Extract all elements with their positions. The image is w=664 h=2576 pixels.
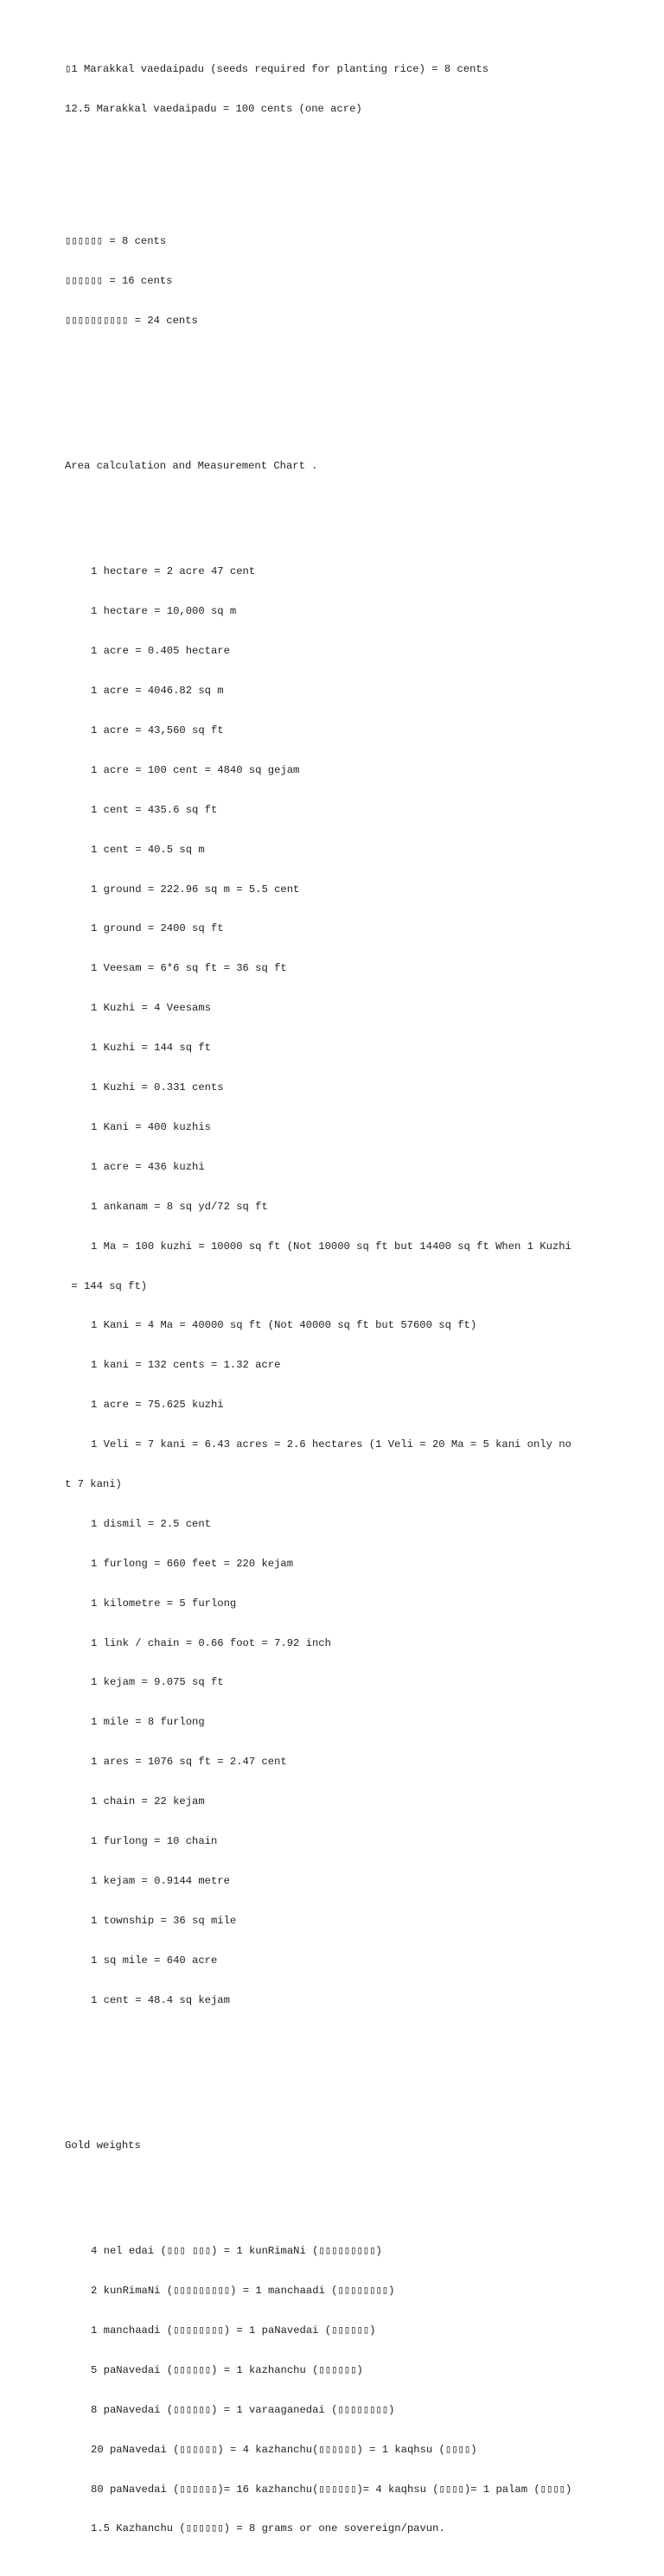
local-unit-line-1: ▯▯▯▯▯▯ = 8 cents bbox=[65, 235, 167, 248]
area-line: 1 cent = 40.5 sq m bbox=[91, 843, 205, 856]
area-line: 1 hectare = 2 acre 47 cent bbox=[91, 565, 256, 578]
gold-list bbox=[65, 2219, 601, 2563]
area-line: 1 acre = 436 kuzhi bbox=[91, 1160, 205, 1173]
veli-line: 1 Veli = 7 kani = 6.43 acres = 2.6 hectares (1 Veli = 20 Ma = 5 kani only no bbox=[91, 1438, 571, 1451]
area-line: 1 sq mile = 640 acre bbox=[91, 1954, 218, 1967]
spacer bbox=[65, 420, 601, 433]
area-line: 1 ground = 2400 sq ft bbox=[91, 922, 224, 935]
area-heading: Area calculation and Measurement Chart . bbox=[65, 460, 318, 473]
spacer bbox=[65, 380, 601, 393]
gold-line: 8 paNavedai (▯▯▯▯▯▯) = 1 varaaganedai (▯▯▯▯▯▯▯▯) bbox=[91, 2403, 395, 2416]
intro-line-1: ▯1 Marakkal vaedaipadu (seeds required for planting rice) = 8 cents bbox=[65, 63, 489, 76]
area-line: 1 Kuzhi = 144 sq ft bbox=[91, 1042, 211, 1055]
area-line: 1 Veesam = 6*6 sq ft = 36 sq ft bbox=[91, 962, 287, 975]
area-line: 1 furlong = 660 feet = 220 kejam bbox=[91, 1557, 294, 1570]
area-line: 1 furlong = 10 chain bbox=[91, 1834, 218, 1847]
gold-heading: Gold weights bbox=[65, 2139, 141, 2152]
intro-section bbox=[65, 37, 601, 143]
area-line: 1 acre = 100 cent = 4840 sq gejam bbox=[91, 763, 300, 776]
area-line: 1 kejam = 0.9144 metre bbox=[91, 1874, 230, 1887]
area-line: 1 Kuzhi = 0.331 cents bbox=[91, 1081, 224, 1094]
document-body bbox=[65, 10, 601, 2576]
area-line: 1 hectare = 10,000 sq m bbox=[91, 605, 237, 618]
gold-line: 4 nel edai (▯▯▯ ▯▯▯) = 1 kunRimaNi (▯▯▯▯▯▯▯▯▯) bbox=[91, 2245, 382, 2258]
spacer bbox=[65, 500, 601, 513]
gold-line: 1 manchaadi (▯▯▯▯▯▯▯▯) = 1 paNavedai (▯▯▯▯▯▯) bbox=[91, 2324, 376, 2337]
spacer bbox=[65, 169, 601, 182]
area-line: 1 Kuzhi = 4 Veesams bbox=[91, 1002, 211, 1015]
area-line: 1 cent = 435.6 sq ft bbox=[91, 803, 218, 816]
local-units-section bbox=[65, 208, 601, 354]
area-line: 1 Kani = 400 kuzhis bbox=[91, 1120, 211, 1133]
area-line: 1 dismil = 2.5 cent bbox=[91, 1517, 211, 1530]
gold-line: 80 paNavedai (▯▯▯▯▯▯)= 16 kazhanchu(▯▯▯▯▯▯)= 4 kaqhsu (▯▯▯▯)= 1 palam (▯▯▯▯) bbox=[91, 2483, 572, 2496]
local-unit-line-3: ▯▯▯▯▯▯▯▯▯▯ = 24 cents bbox=[65, 314, 198, 327]
area-line: 1 acre = 75.625 kuzhi bbox=[91, 1399, 224, 1412]
spacer bbox=[65, 2179, 601, 2192]
area-line: 1 mile = 8 furlong bbox=[91, 1716, 205, 1729]
area-line: 1 ankanam = 8 sq yd/72 sq ft bbox=[91, 1200, 268, 1213]
area-list bbox=[65, 539, 601, 2034]
intro-line-2: 12.5 Marakkal vaedaipadu = 100 cents (one acre) bbox=[65, 103, 362, 116]
area-line: 1 chain = 22 kejam bbox=[91, 1795, 205, 1808]
area-line: 1 link / chain = 0.66 foot = 7.92 inch bbox=[91, 1636, 331, 1649]
local-unit-line-2: ▯▯▯▯▯▯ = 16 cents bbox=[65, 274, 173, 287]
gold-line: 5 paNavedai (▯▯▯▯▯▯) = 1 kazhanchu (▯▯▯▯▯▯) bbox=[91, 2363, 363, 2376]
area-line: 1 acre = 4046.82 sq m bbox=[91, 685, 224, 698]
area-line: 1 ground = 222.96 sq m = 5.5 cent bbox=[91, 883, 300, 896]
gold-line: 20 paNavedai (▯▯▯▯▯▯) = 4 kazhanchu(▯▯▯▯▯▯) = 1 kaqhsu (▯▯▯▯) bbox=[91, 2443, 477, 2456]
ma-line: 1 Ma = 100 kuzhi = 10000 sq ft (Not 10000 sq ft but 14400 sq ft When 1 Kuzhi bbox=[91, 1240, 571, 1253]
gold-line: 1.5 Kazhanchu (▯▯▯▯▯▯) = 8 grams or one sovereign/pavun. bbox=[91, 2522, 445, 2535]
area-line: 1 cent = 48.4 sq kejam bbox=[91, 1993, 230, 2006]
area-line: 1 Kani = 4 Ma = 40000 sq ft (Not 40000 sq ft but 57600 sq ft) bbox=[91, 1319, 477, 1332]
area-line: 1 kani = 132 cents = 1.32 acre bbox=[91, 1359, 281, 1372]
ma-line-wrap: = 144 sq ft) bbox=[65, 1279, 148, 1292]
gold-line: 2 kunRimaNi (▯▯▯▯▯▯▯▯▯) = 1 manchaadi (▯▯▯▯▯▯▯▯) bbox=[91, 2285, 395, 2298]
spacer bbox=[65, 2060, 601, 2073]
area-line: 1 acre = 0.405 hectare bbox=[91, 645, 230, 658]
area-line: 1 ares = 1076 sq ft = 2.47 cent bbox=[91, 1756, 287, 1769]
spacer bbox=[65, 2100, 601, 2113]
area-line: 1 kejam = 9.075 sq ft bbox=[91, 1676, 224, 1689]
area-line: 1 township = 36 sq mile bbox=[91, 1914, 237, 1927]
area-line: 1 kilometre = 5 furlong bbox=[91, 1597, 237, 1610]
area-line: 1 acre = 43,560 sq ft bbox=[91, 724, 224, 737]
veli-line-wrap: t 7 kani) bbox=[65, 1477, 122, 1490]
